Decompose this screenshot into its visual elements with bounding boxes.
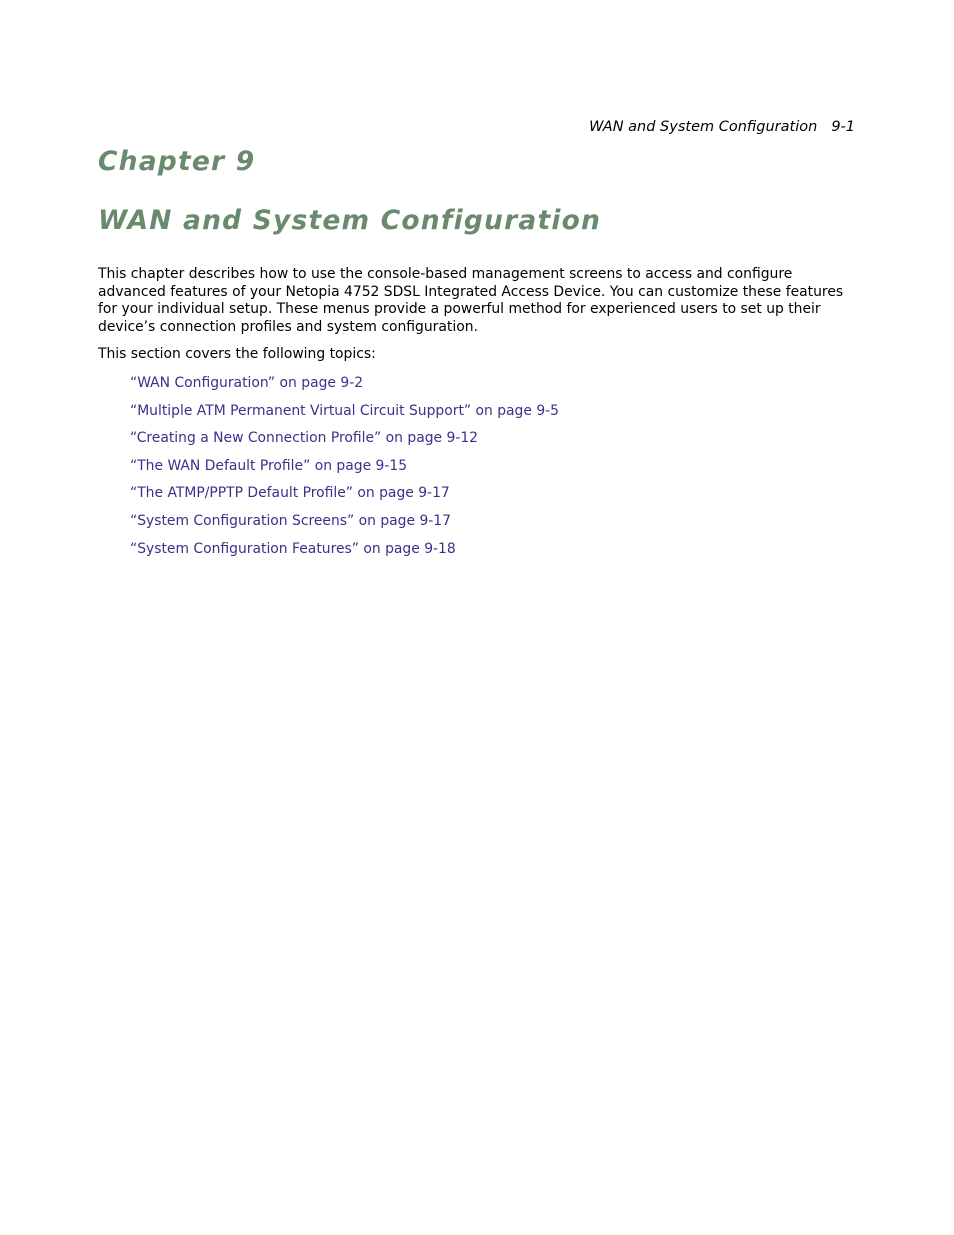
list-item bbox=[130, 539, 559, 567]
topic-link-atmp-pptp-default-profile[interactable]: “The ATMP/PPTP Default Profile” on page 9-17 bbox=[130, 485, 450, 502]
intro-paragraph: This chapter describes how to use the console-based management screens to access and configure advanced features of your Netopia 4752 SDSL Integrated Access Device. You can customize these features for your individual setup. These menus provide a powerful method for experienced users to set up their device’s connection profiles and system configuration. bbox=[98, 266, 844, 336]
topic-list bbox=[130, 373, 559, 566]
topic-link-new-connection-profile[interactable]: “Creating a New Connection Profile” on page 9-12 bbox=[130, 430, 479, 447]
list-item bbox=[130, 373, 559, 401]
topic-link-system-configuration-features[interactable]: “System Configuration Features” on page 9-18 bbox=[130, 540, 456, 557]
list-item bbox=[130, 456, 559, 484]
running-header bbox=[589, 119, 855, 135]
topic-link-wan-configuration[interactable]: “WAN Configuration” on page 9-2 bbox=[130, 375, 364, 391]
list-item bbox=[130, 401, 559, 429]
chapter-label: Chapter 9 bbox=[98, 146, 256, 177]
topic-link-multiple-atm-pvc[interactable]: “Multiple ATM Permanent Virtual Circuit Support” on page 9-5 bbox=[130, 402, 560, 419]
page-number: 9-1 bbox=[831, 119, 855, 135]
topics-lead: This section covers the following topics: bbox=[98, 346, 376, 362]
topic-link-wan-default-profile[interactable]: “The WAN Default Profile” on page 9-15 bbox=[130, 457, 408, 474]
list-item bbox=[130, 511, 559, 539]
list-item bbox=[130, 428, 559, 456]
list-item bbox=[130, 483, 559, 511]
topic-link-system-configuration-screens[interactable]: “System Configuration Screens” on page 9-17 bbox=[130, 512, 451, 529]
chapter-title: WAN and System Configuration bbox=[98, 205, 602, 236]
running-header-title: WAN and System Configuration bbox=[589, 119, 818, 135]
